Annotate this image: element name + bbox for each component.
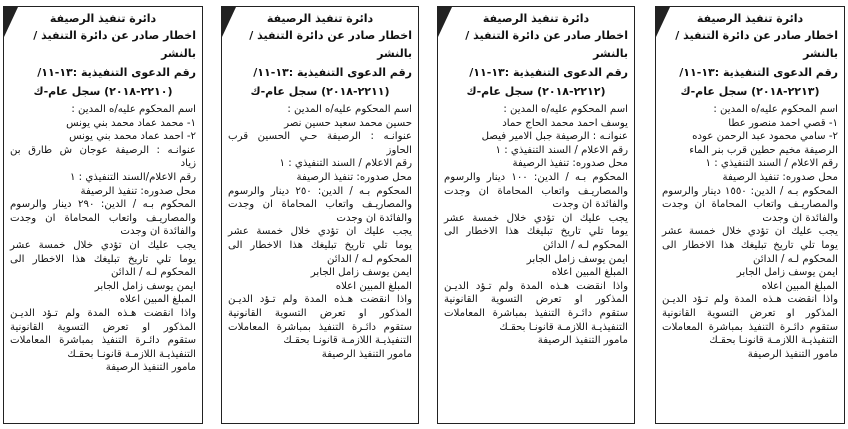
notice-line: المحكوم بـه / الدين: ١٥٥٠ دينار والرسوم <box>662 185 839 197</box>
notice-line: التنفيذيـة اللازمـة قانونـا بحقـك <box>499 321 628 333</box>
notice-line: المحكوم لـه / الدائن <box>543 239 628 251</box>
case-number-line1: رقم الدعوى التنفيذية :١٣-١١/ <box>679 66 838 79</box>
notice-line: والفائدة ان وجدت <box>336 212 412 224</box>
notice-signature: مامور التنفيذ الرصيفة <box>747 348 838 360</box>
notice-line: ايمن يوسف زامل الجابر <box>310 267 412 279</box>
notice-line: يجب عليك ان تؤدي خلال خمسة عشر <box>228 226 412 238</box>
notice-line: اسم المحكوم عليه/ه المدين : <box>503 104 628 115</box>
notice-line: واذا انقضت هـذه المدة ولم تـؤد الديـن <box>662 294 838 306</box>
notice-line: واذا انقضت هـذه المدة ولم تـؤد الديـن <box>444 280 628 292</box>
notice-line: المحكوم لـه / الدائن <box>327 253 412 265</box>
notice-headline: اخطار صادر عن دائرة التنفيذ / بالنشر <box>675 29 838 60</box>
notice-line: زياد <box>180 158 196 170</box>
notice-line: المبلغ المبين اعلاه <box>761 280 838 292</box>
notice-line: المذكور او تعرض التسوية القانونية <box>10 321 196 333</box>
notice-line: التنفيذيـة اللازمـة قانونـا بحقـك <box>709 335 838 347</box>
notice-line: الحاوز <box>386 144 412 156</box>
notice-line: والمصاريـف واتعاب المحاماة ان وجدت <box>10 212 196 224</box>
notice-line: والمصاريـف واتعاب المحاماة ان وجدت <box>228 199 412 211</box>
notice-office: دائرة تنفيذ الرصيفة <box>696 12 804 25</box>
notice-line: ٢- سامي محمود عبد الرحمن عوده <box>692 131 838 143</box>
notice-card <box>3 6 203 424</box>
notice-line: المذكور او تعرض التسوية القانونية <box>228 307 412 319</box>
notice-line: المذكور او تعرض التسوية القانونية <box>444 294 628 306</box>
case-number-line2: (٢٢١١-٢٠١٨) سجل عام-ك <box>250 85 390 98</box>
notice-office: دائرة تنفيذ الرصيفة <box>266 12 374 25</box>
notice-line: رقم الاعلام / السند التنفيذي : ١ <box>705 158 838 170</box>
notice-line: يوما تلي تاريخ تبليغك هذا الاخطار الى <box>10 253 196 265</box>
notice-line: والمصاريـف واتعاب المحاماة ان وجدت <box>662 199 838 211</box>
notice-line: المحكوم بـه / الدين: ٢٩٠ دينار والرسوم <box>10 199 197 211</box>
notice-body <box>228 103 412 361</box>
notice-office: دائرة تنفيذ الرصيفة <box>49 12 157 25</box>
notice-line: محل صدوره: تنفيذ الرصيفة <box>722 171 838 183</box>
notice-line: المحكوم لـه / الدائن <box>753 253 838 265</box>
notice-line: يجب عليك ان تؤدي خلال خمسة عشر <box>444 212 628 224</box>
notice-line: عنوانـه : الرصيفة عوجان ش طارق بن <box>10 144 196 156</box>
notice-line: يجب عليك ان تؤدي خلال خمسة عشر <box>10 239 196 251</box>
notice-card <box>221 6 419 424</box>
notice-line: عنوانـه : الرصيفة جبل الامير فيصل <box>481 131 628 143</box>
notice-office: دائرة تنفيذ الرصيفة <box>482 12 590 25</box>
notice-headline: اخطار صادر عن دائرة التنفيذ / بالنشر <box>249 29 412 60</box>
case-number-line1: رقم الدعوى التنفيذية :١٣-١١/ <box>469 66 628 79</box>
notice-line: رقم الاعلام / السند التنفيذي : ١ <box>495 144 628 156</box>
case-number-line2: (٢٢١٠-٢٠١٨) سجل عام-ك <box>33 85 173 98</box>
notice-line: والمصاريـف واتعاب المحاماة ان وجدت <box>444 185 628 197</box>
notice-line: ٢- احمد عماد محمد بني يونس <box>69 131 196 143</box>
notice-line: المبلغ المبين اعلاه <box>335 280 412 292</box>
notice-headline: اخطار صادر عن دائرة التنفيذ / بالنشر <box>465 29 628 60</box>
notice-line: المبلغ المبين اعلاه <box>119 294 196 306</box>
case-number-line2: (٢٢١٢-٢٠١٨) سجل عام-ك <box>466 85 606 98</box>
notice-line: ايمن يوسف زامل الجابر <box>526 253 628 265</box>
notice-line: يوما تلي تاريخ تبليغك هذا الاخطار الى <box>228 239 412 251</box>
notice-line: ايمن يوسف زامل الجابر <box>736 267 838 279</box>
notice-body <box>10 103 196 375</box>
notice-line: المذكور او تعرض التسوية القانونية <box>662 307 838 319</box>
notice-line: واذا انقضت هـذه المدة ولم تـؤد الديـن <box>10 307 196 319</box>
notice-line: التنفيذيـة اللازمـة قانونـا بحقـك <box>283 335 412 347</box>
notice-line: يوما تلي تاريخ تبليغك هذا الاخطار الى <box>662 239 838 251</box>
notice-line: رقم الاعلام/السند التنفيذي : ١ <box>69 171 196 183</box>
notice-line: ستقوم دائـرة التنفيذ بمباشرة المعاملات <box>10 335 196 347</box>
notice-line: يوسف احمد محمد الحاج حماد <box>502 117 628 129</box>
notice-line: والفائدة ان وجدت <box>762 212 838 224</box>
notice-line: ستقوم دائـرة التنفيذ بمباشرة المعاملات <box>444 307 628 319</box>
notice-line: ستقوم دائـرة التنفيذ بمباشرة المعاملات <box>662 321 838 333</box>
notice-line: ١- قصي احمد منصور عطا <box>728 117 838 129</box>
case-number-line1: رقم الدعوى التنفيذية :١٣-١١/ <box>37 66 196 79</box>
notice-line: الرصيفة مخيم حطين قرب بنر الماء <box>689 144 838 156</box>
notice-line: محل صدوره: تنفيذ الرصيفة <box>80 185 196 197</box>
notice-line: المحكوم بـه / الدين: ١٠٠ دينار والرسوم <box>444 171 628 183</box>
notice-line: المبلغ المبين اعلاه <box>551 267 628 279</box>
notice-body <box>662 103 838 361</box>
notice-card <box>437 6 635 424</box>
notice-line: المحكوم بـه / الدين: ٢٥٠ دينار والرسوم <box>228 185 412 197</box>
notice-line: اسم المحكوم عليه/ه المدين : <box>713 104 838 115</box>
case-number-line1: رقم الدعوى التنفيذية :١٣-١١/ <box>253 66 412 79</box>
notice-line: يوما تلي تاريخ تبليغك هذا الاخطار الى <box>444 226 628 238</box>
notice-line: عنوانـه : الرصيفة حـي الحسين قرب <box>228 131 412 143</box>
notice-body <box>444 103 628 348</box>
notice-line: والفائدة ان وجدت <box>552 199 628 211</box>
notice-line: ايمن يوسف زامل الجابر <box>94 280 196 292</box>
notice-signature: مامور التنفيذ الرصيفة <box>105 362 196 374</box>
notice-line: محل صدوره: تنفيذ الرصيفة <box>296 171 412 183</box>
notice-card <box>655 6 845 424</box>
notice-line: التنفيذيـة اللازمـة قانونـا بحقـك <box>67 348 196 360</box>
notice-signature: مامور التنفيذ الرصيفة <box>537 335 628 347</box>
notice-headline: اخطار صادر عن دائرة التنفيذ / بالنشر <box>33 29 196 60</box>
notice-signature: مامور التنفيذ الرصيفة <box>321 348 412 360</box>
case-number-line2: (٢٢١٣-٢٠١٨) سجل عام-ك <box>680 85 820 98</box>
notice-line: اسم المحكوم عليه/ه المدين : <box>287 104 412 115</box>
notice-line: اسم المحكوم عليه/ه المدين : <box>71 104 196 115</box>
notice-line: حسين محمد سعيد حسين نصر <box>284 117 412 129</box>
notice-line: والفائدة ان وجدت <box>120 226 196 238</box>
notice-line: ١- محمد عماد محمد بني يونس <box>66 117 196 129</box>
notice-line: محل صدوره: تنفيذ الرصيفة <box>512 158 628 170</box>
notice-line: يجب عليك ان تؤدي خلال خمسة عشر <box>662 226 838 238</box>
notice-line: رقم الاعلام / السند التنفيذي : ١ <box>279 158 412 170</box>
notice-line: المحكوم لـه / الدائن <box>111 267 196 279</box>
notice-line: واذا انقضت هـذه المدة ولم تـؤد الديـن <box>228 294 412 306</box>
notice-line: ستقوم دائـرة التنفيذ بمباشرة المعاملات <box>228 321 412 333</box>
